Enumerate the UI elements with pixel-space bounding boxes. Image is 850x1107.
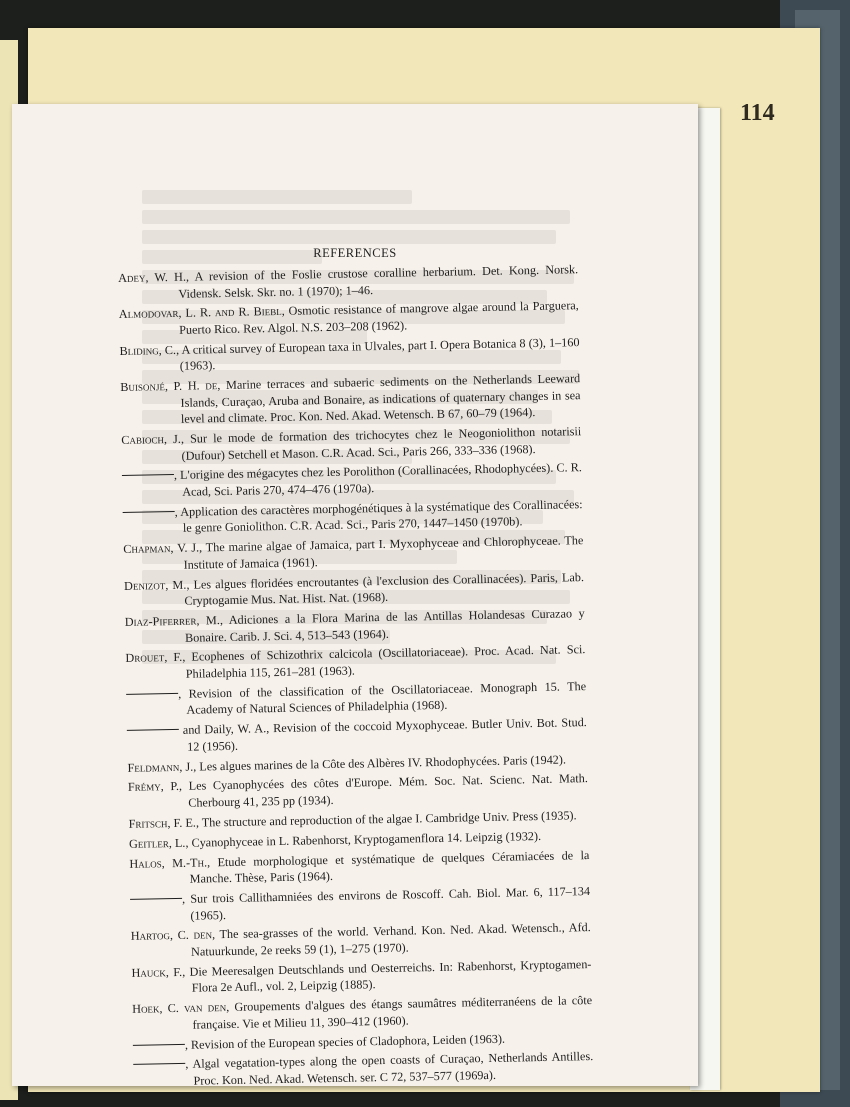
page-title: REFERENCES — [313, 246, 397, 260]
folder-number-value: 114 — [740, 100, 775, 126]
reference-text: , Les algues floridées encroutantes (à l'exclusion des Corallinacées). Paris, Lab. Cryptogamie Mus. Nat. Hist. Nat. (1968). — [184, 569, 585, 608]
reference-author: Hauck, F. — [131, 964, 183, 980]
reference-text: , The marine algae of Jamaica, part I. Myxophyceae and Chlorophyceae. The Institute of Jamaica (1961). — [183, 533, 584, 572]
reference-author: Frémy, P. — [127, 779, 180, 795]
reference-entry — [120, 370, 581, 428]
repeat-author-dash — [122, 474, 174, 476]
reference-author: Almodovar, L. R. and R. Biebl — [118, 304, 282, 322]
repeat-author-dash — [130, 898, 182, 900]
reference-page — [12, 104, 698, 1086]
reference-author: Hoek, C. van den — [132, 1000, 227, 1017]
reference-text: , Groupements d'algues des étangs saumâtres méditerranéens de la côte française. Vie et Milieu 11, 390–412 (1960). — [192, 993, 593, 1032]
reference-entry — [131, 956, 592, 998]
reference-text: , Etude morphologique et systématique de quelques Céramiacées de la Manche. Thèse, Paris (1964). — [189, 847, 590, 886]
reference-author: Chapman, V. J. — [123, 540, 200, 557]
reference-entry — [132, 992, 593, 1034]
reference-entry — [125, 642, 586, 684]
reference-entry — [131, 919, 592, 961]
reference-text: , Adiciones a la Flora Marina de las Antillas Holandesas Curazao y Bonaire. Carib. J. Sci. 4, 513–543 (1964). — [184, 606, 585, 645]
reference-author: Diaz-Piferrer, M. — [124, 613, 220, 629]
reference-entry — [125, 605, 586, 647]
reference-entry — [121, 423, 582, 465]
reference-text: , The sea-grasses of the world. Verhand. Kon. Ned. Akad. Wetensch., Afd. Natuurkunde, 2e reeks 59 (1), 1–275 (1970). — [190, 920, 591, 959]
reference-author: Bliding, C. — [119, 342, 177, 358]
reference-author: Buisonjé, P. H. de — [120, 378, 218, 395]
reference-text: , Osmotic resistance of mangrove algae around la Parguera, Puerto Rico. Rev. Algol. N.S. 203–208 (1962). — [179, 298, 579, 337]
reference-text: , Revision of the European species of Cladophora, Leiden (1963). — [184, 1031, 506, 1052]
reference-entry — [129, 847, 590, 889]
reference-entry — [123, 496, 584, 538]
reference-entry — [123, 532, 584, 574]
reference-entry — [124, 569, 585, 611]
repeat-author-dash — [127, 729, 179, 731]
reference-entry — [119, 334, 580, 376]
reference-text: , Algal vegatation-types along the open coasts of Curaçao, Netherlands Antilles. Proc. Kon. Ned. Akad. Wetensch. ser. C 72, 537–577 (1969a). — [185, 1049, 594, 1088]
reference-text: , Application des caractères morphogénétiques à la systématique des Corallinacées: le genre Goniolithon. C.R. Acad. Sci., Paris 270, 1447–1450 (1970b). — [174, 496, 583, 536]
reference-author: Drouet, F. — [125, 650, 183, 666]
reference-entry — [127, 714, 588, 756]
reference-text: , Ecophenes of Schizothrix calcicola (Oscillatoriaceae). Proc. Acad. Nat. Sci. Philadelphia 115, 261–281 (1963). — [182, 642, 586, 681]
repeat-author-dash — [126, 693, 178, 695]
reference-author: Cabioch, J. — [121, 431, 182, 448]
reference-text: , A revision of the Foslie crustose coralline herbarium. Det. Kong. Norsk. Vidensk. Selsk. Skr. no. 1 (1970); 1–46. — [178, 262, 579, 301]
repeat-author-dash — [123, 511, 175, 513]
reference-text: , Les Cyanophycées des côtes d'Europe. Mém. Soc. Nat. Scienc. Nat. Math. Cherbourg 41, 235 pp (1934). — [178, 771, 588, 810]
reference-text: , Sur trois Callithamniées des environs de Roscoff. Cah. Biol. Mar. 6, 117–134 (1965). — [181, 884, 591, 923]
reference-text: and Daily, W. A., Revision of the coccoid Myxophyceae. Butler Univ. Bot. Stud. 12 (1956). — [178, 715, 587, 754]
reference-author: Fritsch, F. E. — [128, 815, 197, 831]
reference-list — [118, 261, 594, 1094]
reference-text: , Marine terraces and subaeric sediments on the Netherlands Leeward Islands, Curaçao, Aruba and Bonaire, as indications of quaternary changes in sea level and climate. Proc. Kon. Ned. Akad. Wetensch. B 67, 60–79 (1964). — [180, 371, 581, 426]
reference-text: , L'origine des mégacytes chez les Porolithon (Corallinacées, Rhodophycées). C. R. Acad, Sci. Paris 270, 474–476 (1970a). — [173, 460, 583, 499]
reference-entry — [119, 298, 580, 340]
reference-entry — [128, 771, 589, 813]
reference-author: Geitler, L. — [128, 835, 186, 851]
reference-entry — [133, 1049, 594, 1091]
reference-author: Hartog, C. den — [130, 927, 213, 944]
reference-text: , A critical survey of European taxa in Ulvales, part I. Opera Botanica 8 (3), 1–160 (1963). — [175, 334, 580, 374]
reference-entry — [122, 460, 583, 502]
reference-text: , Cyanophyceae in L. Rabenhorst, Kryptogamenflora 14. Leipzig (1932). — [185, 828, 542, 850]
reference-entry — [130, 883, 591, 925]
reference-author: Feldmann, J. — [127, 759, 194, 775]
reference-text: , Sur le mode de formation des trichocytes chez le Neogoniolithon notarisii (Dufour) Setchell et Mason. C.R. Acad. Sci., Paris 266, 333–336 (1968). — [180, 424, 582, 463]
reference-author: Denizot, M. — [123, 577, 187, 593]
repeat-author-dash — [133, 1063, 185, 1065]
repeat-author-dash — [133, 1043, 185, 1045]
reference-text: , Les algues marines de la Côte des Albères IV. Rhodophycées. Paris (1942). — [193, 752, 567, 774]
reference-entry — [126, 678, 587, 720]
reference-text: , Die Meeresalgen Deutschlands und Oesterreichs. In: Rabenhorst, Kryptogamen-Flora 2e Aufl., vol. 2, Leipzig (1885). — [181, 956, 592, 996]
reference-author: Halos, M.-Th. — [129, 855, 208, 871]
reference-text: , The structure and reproduction of the algae I. Cambridge Univ. Press (1935). — [195, 808, 577, 830]
reference-text: , Revision of the classification of the Oscillatoriaceae. Monograph 15. The Academy of Natural Sciences of Philadelphia (1968). — [178, 678, 587, 718]
reference-author: Adey, W. H. — [118, 269, 187, 285]
